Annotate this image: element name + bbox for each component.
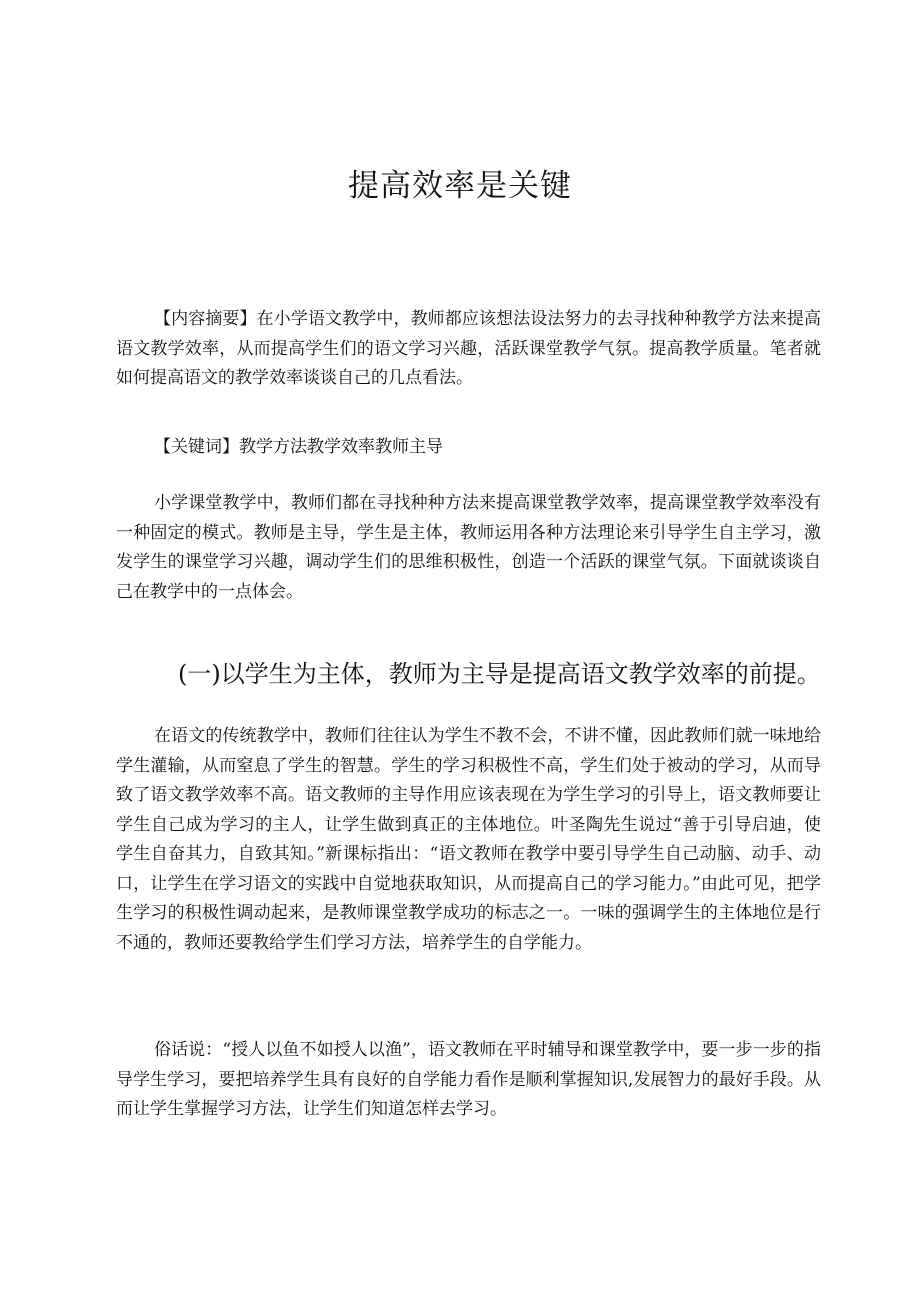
body-paragraph-1: 在语文的传统教学中，教师们往往认为学生不教不会，不讲不懂，因此教师们就一味地给学生灌输，从而窒息了学生的智慧。学生的学习积极性不高，学生们处于被动的学习，从而导致了语文教学效率不高。语文教师的主导作用应该表现在为学生学习的引导上，语文教师要让学生自己成为学习的主人，让学生做到真正的主体地位。叶圣陶先生说过“善于引导启迪，使学生自奋其力，自致其知。”新课标指出：“语文教师在教学中要引导学生自己动脑、动手、动口，让学生在学习语文的实践中自觉地获取知识，从而提高自己的学习能力。”由此可见，把学生学习的积极性调动起来，是教师课堂教学成功的标志之一。一味的强调学生的主体地位是行不通的，教师还要教给学生们学习方法，培养学生的自学能力。 [116,726,821,953]
keywords-paragraph: 【关键词】教学方法教学效率教师主导 [154,437,443,457]
abstract-paragraph: 【内容摘要】在小学语文教学中，教师都应该想法设法努力的去寻找种种教学方法来提高语文教学效率，从而提高学生们的语文学习兴趣，活跃课堂教学气氛。提高教学质量。笔者就如何提高语文的教学效率谈谈自己的几点看法。 [116,309,821,388]
intro-paragraph: 小学课堂教学中，教师们都在寻找种种方法来提高课堂教学效率，提高课堂教学效率没有一种固定的模式。教师是主导，学生是主体，教师运用各种方法理论来引导学生自主学习，激发学生的课堂学习兴趣，调动学生们的思维积极性，创造一个活跃的课堂气氛。下面就谈谈自己在教学中的一点体会。 [116,493,821,602]
section-heading: (一)以学生为主体，教师为主导是提高语文教学效率的前提。 [178,660,821,688]
body-paragraph-2: 俗话说：“授人以鱼不如授人以渔”，语文教师在平时辅导和课堂教学中，要一步一步的指导学生学习，要把培养学生具有良好的自学能力看作是顺利掌握知识,发展智力的最好手段。从而让学生掌握学习方法，让学生们知道怎样去学习。 [116,1040,821,1119]
document-title: 提高效率是关键 [348,168,572,204]
